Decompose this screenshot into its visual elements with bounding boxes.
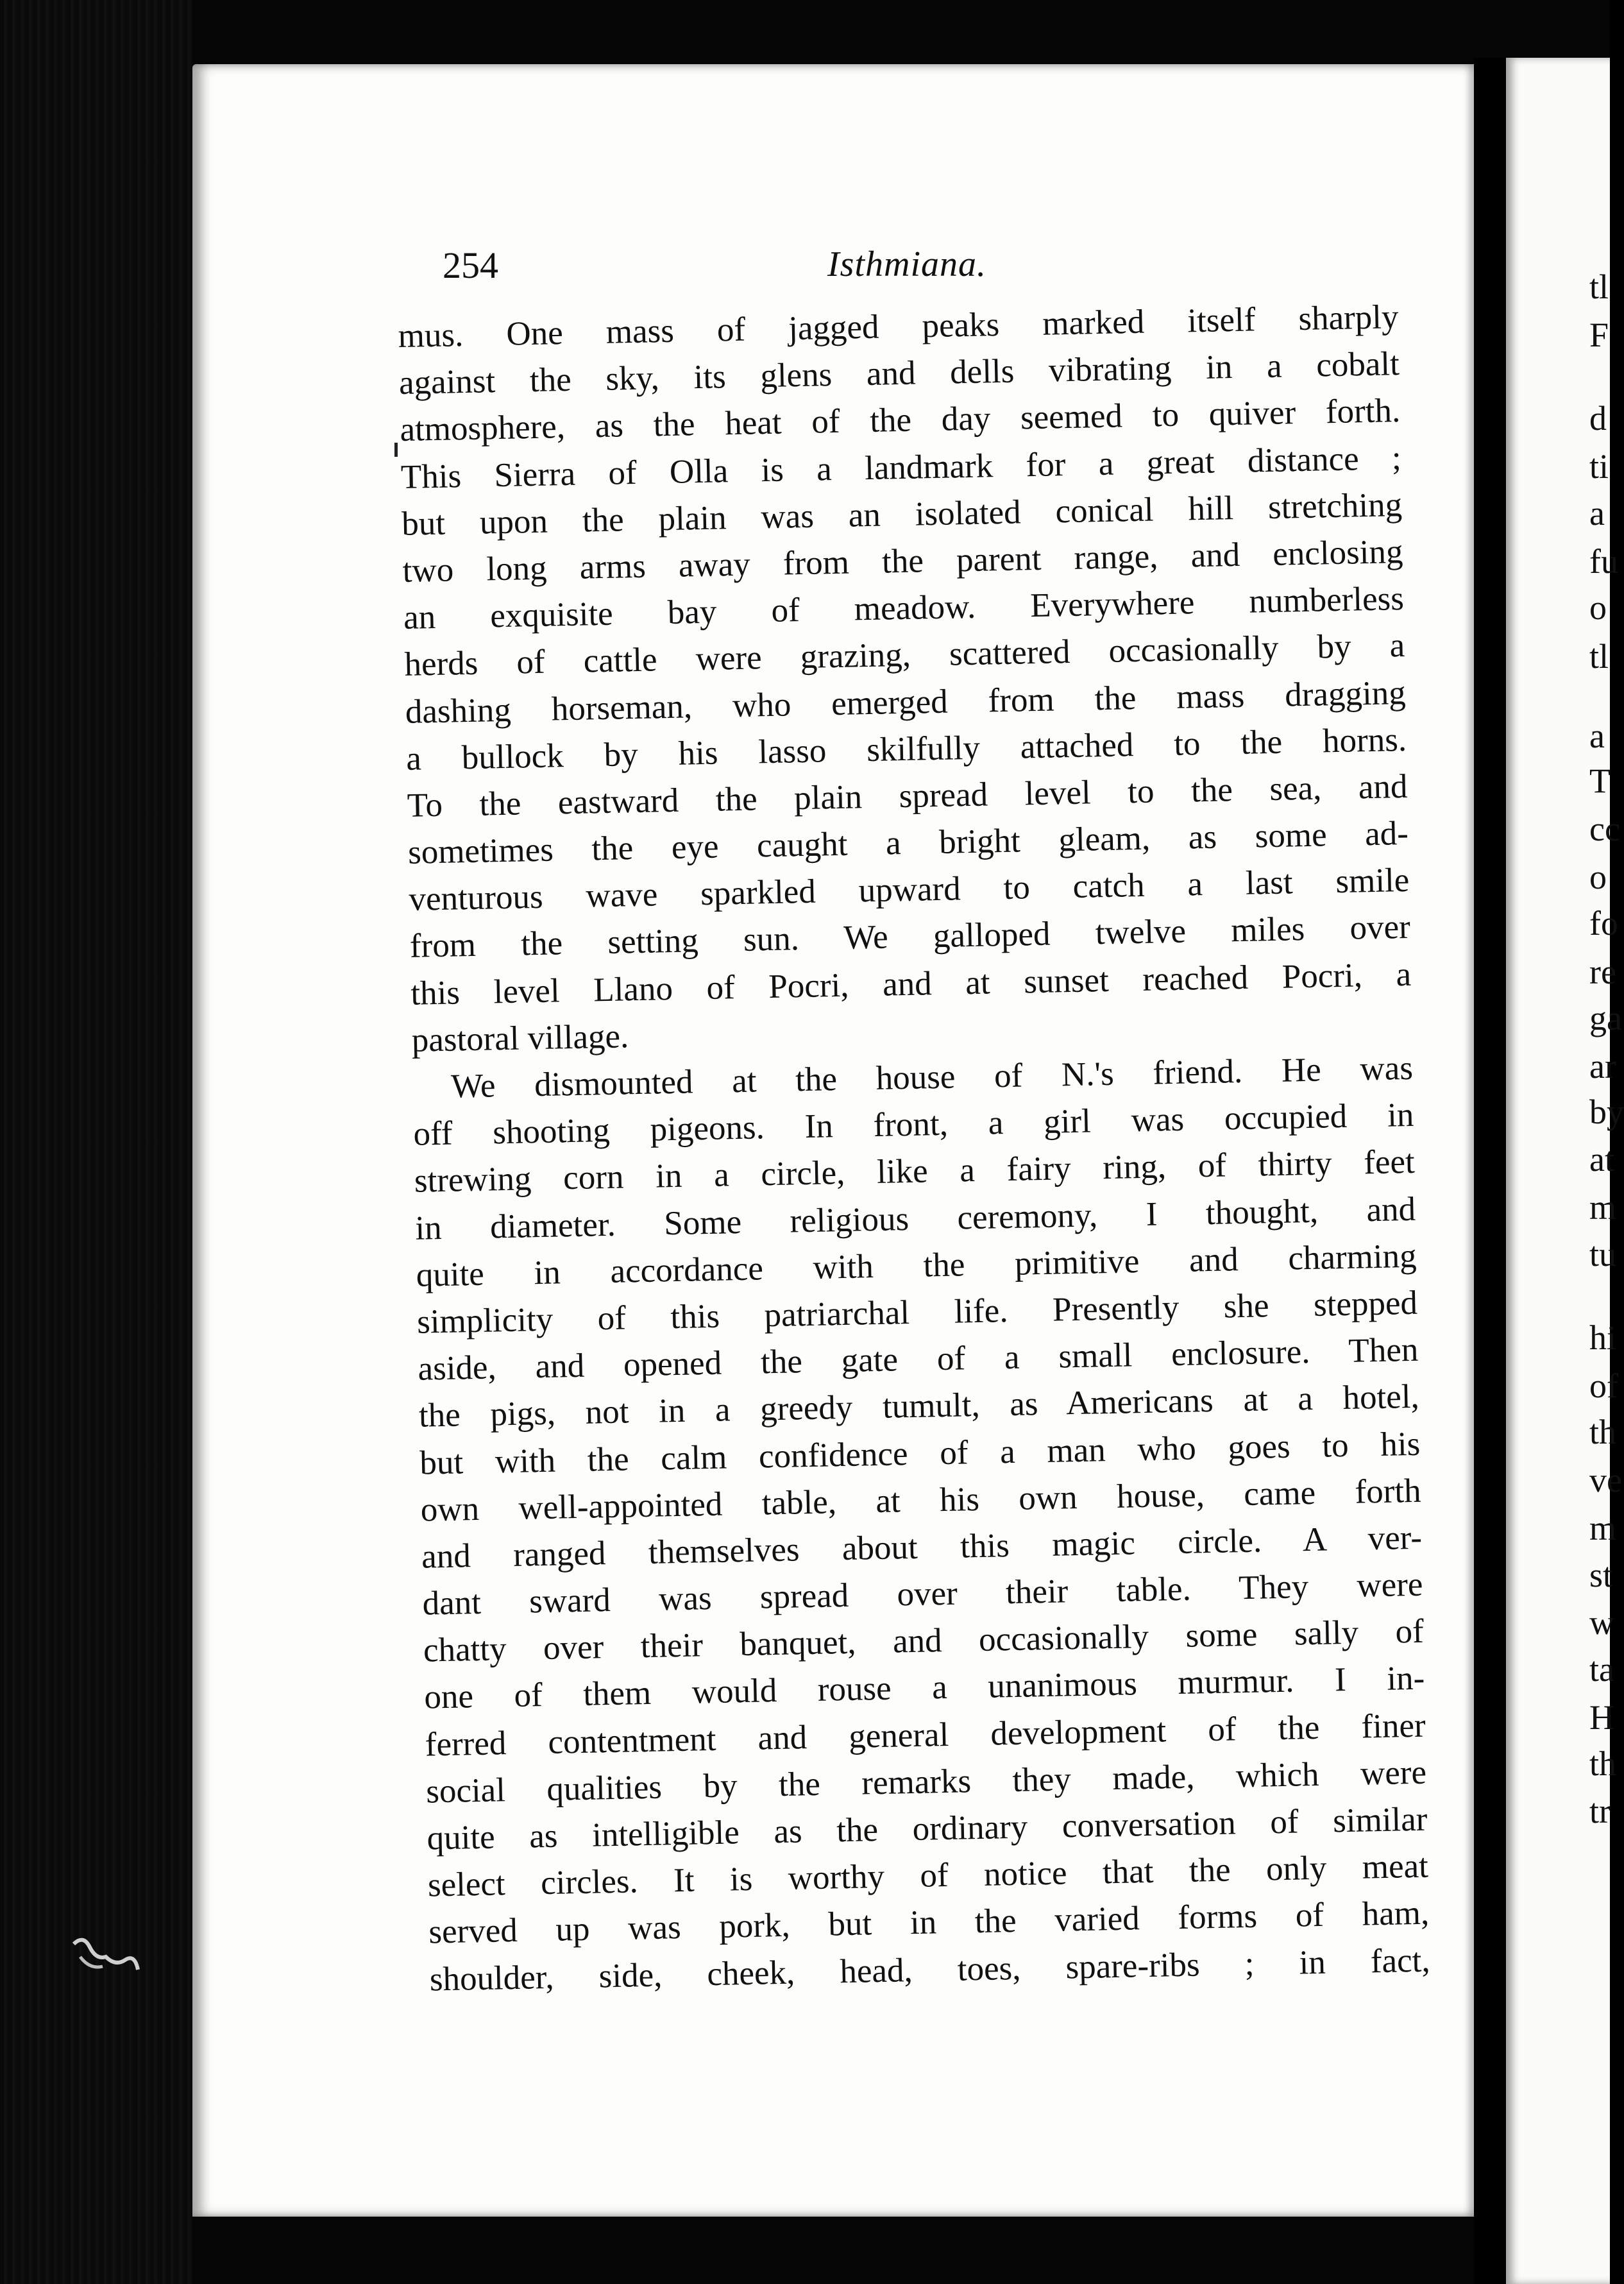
running-head	[443, 237, 1417, 295]
text-line: atmosphere, as the heat of the day seemed to quiver forth.	[399, 392, 1401, 449]
facing-page-fragment: o	[1589, 588, 1607, 627]
text-line: ferred contentment and general development of the finer	[425, 1707, 1426, 1764]
text-line: pastoral village.	[411, 1018, 629, 1059]
text-line: chatty over their banquet, and occasionally some sally of	[423, 1612, 1425, 1669]
text-line: To the eastward the plain spread level to the sea, and	[407, 767, 1408, 824]
facing-page-fragment: o	[1589, 858, 1607, 896]
running-title: Isthmiana.	[827, 244, 986, 284]
facing-page-fragment: m	[1589, 1188, 1617, 1227]
facing-page-fragment: cc	[1589, 810, 1620, 848]
facing-page-fragment: w	[1589, 1603, 1614, 1642]
text-line: one of them would rouse a unanimous murmur. I in-	[423, 1660, 1425, 1717]
text-line: sometimes the eye caught a bright gleam, as some ad-	[407, 814, 1409, 871]
text-line: select circles. It is worthy of notice that the only meat	[427, 1847, 1429, 1904]
text-line: against the sky, its glens and dells vibrating in a cobalt	[398, 345, 1400, 402]
text-line: own well-appointed table, at his own house, came forth	[420, 1472, 1422, 1529]
facing-page-fragment: ga	[1589, 999, 1622, 1037]
facing-page-fragment: st	[1589, 1556, 1613, 1594]
text-line: quite in accordance with the primitive and charming	[416, 1237, 1417, 1294]
text-line: mus. One mass of jagged peaks marked itself sharply	[398, 298, 1399, 355]
paragraph-start-line: We dismounted at the house of N.'s friend. He was	[450, 1049, 1414, 1105]
text-line: two long arms away from the parent range, and enclosing	[402, 533, 1403, 590]
facing-page-fragment: re	[1589, 953, 1616, 991]
facing-page-fragment: th	[1589, 1744, 1617, 1783]
facing-page-fragment: F	[1589, 316, 1609, 354]
facing-page-fragment: ti	[1589, 447, 1609, 486]
text-line: served up was pork, but in the varied forms of ham,	[428, 1894, 1430, 1951]
facing-page-fragment: tl	[1589, 637, 1609, 676]
facing-page-fragment: m	[1589, 1509, 1617, 1547]
body-text	[398, 294, 1430, 2003]
facing-page-fragment: th	[1589, 1413, 1617, 1451]
facing-page-fragment: a	[1589, 717, 1605, 755]
margin-tick-mark	[394, 443, 398, 457]
text-line: from the setting sun. We galloped twelve miles over	[409, 908, 1411, 966]
facing-page-fragment: a	[1589, 494, 1605, 533]
text-line: shoulder, side, cheek, head, toes, spare-ribs ; in fact,	[429, 1941, 1431, 1998]
text-line: quite as intelligible as the ordinary conversation of similar	[427, 1800, 1428, 1857]
facing-page-fragment: at	[1589, 1140, 1614, 1179]
text-line: herds of cattle were grazing, scattered occasionally by a	[403, 627, 1405, 684]
facing-page-fragment: fu	[1589, 542, 1618, 581]
text-line: This Sierra of Olla is a landmark for a great distance ;	[400, 439, 1402, 496]
text-line: an exquisite bay of meadow. Everywhere numberless	[403, 580, 1405, 637]
facing-page-fragment: ve	[1589, 1461, 1622, 1499]
text-line: aside, and opened the gate of a small enclosure. Then	[418, 1331, 1419, 1388]
facing-page-fragment: tu	[1589, 1235, 1617, 1274]
text-line: venturous wave sparkled upward to catch a last smile	[408, 862, 1410, 919]
facing-page-fragment: T	[1589, 762, 1611, 800]
text-line: the pigs, not in a greedy tumult, as Americans at a hotel,	[418, 1378, 1420, 1435]
facing-page-fragment: tr	[1589, 1792, 1611, 1830]
facing-page-fragment: H	[1589, 1698, 1614, 1737]
text-line: strewing corn in a circle, like a fairy ring, of thirty feet	[414, 1143, 1416, 1200]
text-line: this level Llano of Pocri, and at sunset reached Pocri, a	[410, 955, 1412, 1012]
facing-page-sliver	[1506, 58, 1624, 2284]
facing-page-fragment: ar	[1589, 1047, 1616, 1086]
text-line: off shooting pigeons. In front, a girl was occupied in	[413, 1096, 1414, 1153]
margin-scribble-mark	[71, 1931, 141, 1989]
text-line: but with the calm confidence of a man who goes to his	[419, 1425, 1421, 1482]
facing-page-fragment: tl	[1589, 268, 1609, 306]
facing-page-fragment: fo	[1589, 904, 1618, 942]
facing-page-fragment: hi	[1589, 1318, 1617, 1357]
facing-page-fragment: of	[1589, 1367, 1618, 1405]
facing-page-fragment: by	[1589, 1093, 1624, 1131]
text-line: a bullock by his lasso skilfully attached to the horns.	[405, 720, 1407, 778]
text-line: dant sward was spread over their table. They were	[422, 1565, 1423, 1623]
text-line: simplicity of this patriarchal life. Presently she stepped	[416, 1284, 1418, 1341]
text-line: social qualities by the remarks they made, which were	[425, 1753, 1427, 1811]
facing-page-fragment: ta	[1589, 1650, 1614, 1689]
page-number: 254	[443, 244, 498, 286]
page-gutter	[1474, 58, 1506, 2284]
text-line: dashing horseman, who emerged from the mass dragging	[405, 674, 1407, 731]
text-line: in diameter. Some religious ceremony, I thought, and	[414, 1190, 1416, 1247]
text-line: and ranged themselves about this magic circle. A ver-	[421, 1519, 1423, 1576]
facing-page-fragment: d	[1589, 399, 1607, 438]
text-line: but upon the plain was an isolated conical hill stretching	[401, 486, 1403, 543]
